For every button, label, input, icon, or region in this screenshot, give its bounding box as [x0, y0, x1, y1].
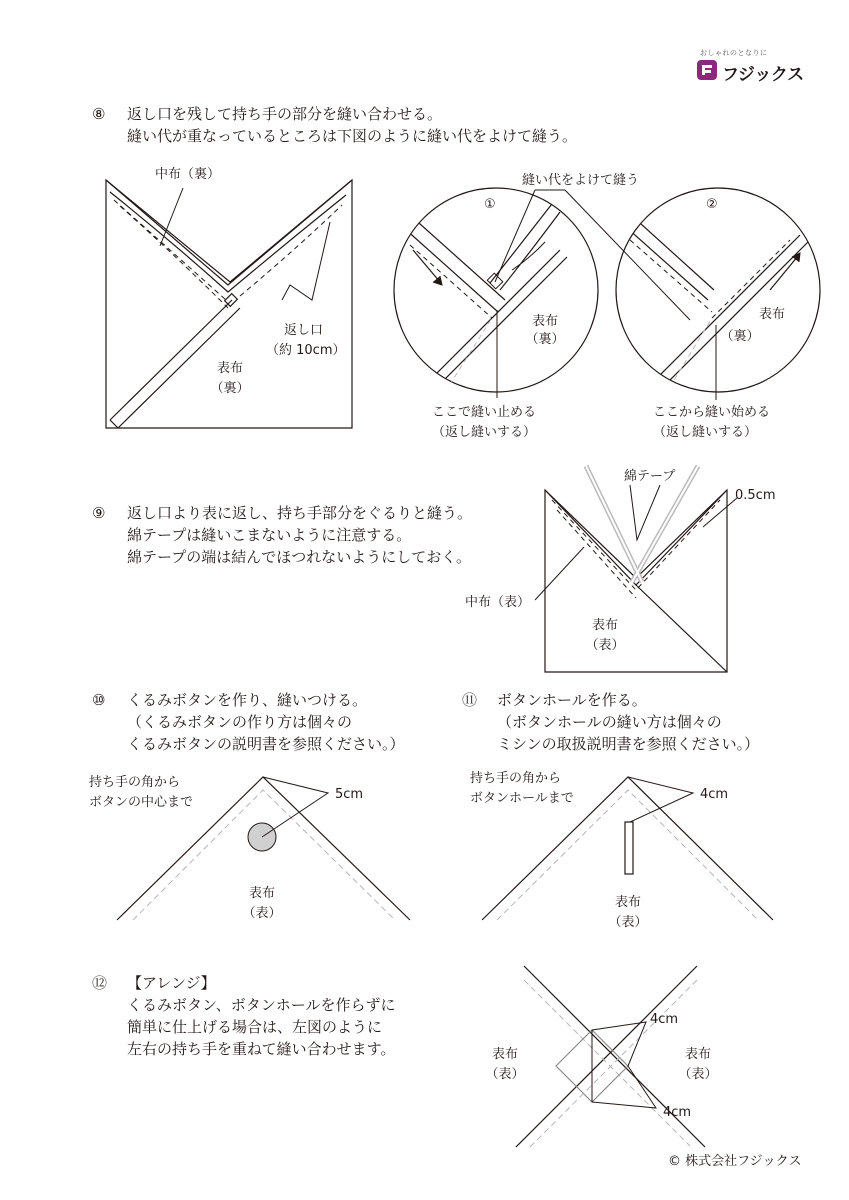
step8-number: ⑧	[92, 105, 106, 123]
circle1-number: ①	[484, 197, 496, 212]
step9-line1: 返し口より表に返し、持ち手部分をぐるりと縫う。	[127, 504, 473, 522]
step12-line3: 簡単に仕上げる場合は、左図のように	[127, 1018, 383, 1036]
step11-label-omote1: 表布	[614, 895, 641, 910]
step12-line2: くるみボタン、ボタンホールを作らずに	[127, 996, 396, 1014]
step8-label-naka: 中布（裏）	[155, 167, 221, 182]
copyright: © 株式会社フジックス	[668, 1154, 802, 1169]
step12-number: ⑫	[92, 974, 108, 992]
step8-label-omote1: 表布	[216, 361, 243, 376]
step8-label-kaeshi-size: （約 10cm）	[266, 343, 346, 358]
step10-line2: （くるみボタンの作り方は個々の	[127, 713, 353, 731]
brand-logo	[696, 48, 816, 85]
logo-tagline: おしゃれのとなりに	[700, 49, 768, 57]
step11-line2: （ボタンホールの縫い方は個々の	[497, 713, 722, 731]
step9-label-margin: 0.5cm	[735, 488, 776, 503]
step10-label-omote1: 表布	[248, 886, 275, 901]
step10-line3: くるみボタンの説明書を参照ください。）	[127, 735, 405, 753]
covered-button	[248, 823, 276, 851]
step11-line3: ミシンの取扱説明書を参照ください。）	[497, 735, 760, 753]
step11-note1: 持ち手の角から	[470, 771, 562, 786]
circle2-caption1: ここから縫い始める	[653, 405, 771, 420]
step11-label-omote2: （表）	[608, 915, 648, 930]
circle2-label1: 表布	[758, 307, 785, 322]
step9-number: ⑨	[92, 504, 106, 522]
circle1-caption1: ここで縫い止める	[432, 405, 537, 420]
step10-note1: 持ち手の角から	[89, 775, 181, 790]
step12-right-label1: 表布	[684, 1047, 711, 1062]
circle2-number: ②	[706, 197, 718, 212]
step8-line1: 返し口を残して持ち手の部分を縫い合わせる。	[127, 105, 443, 123]
step8-line2: 縫い代が重なっているところは下図のように縫い代をよけて縫う。	[127, 127, 578, 145]
step10-line1: くるみボタンを作り、縫いつける。	[127, 691, 368, 709]
step12-line1: 【アレンジ】	[127, 974, 216, 992]
step11-measure: 4cm	[700, 787, 729, 802]
step8-label-kaeshi: 返し口	[284, 323, 324, 338]
step9-label-tape: 綿テープ	[624, 469, 676, 484]
step9-label-naka: 中布（表）	[465, 595, 531, 610]
circle2-label2: （裏）	[720, 329, 760, 344]
circle1-label2: （裏）	[525, 332, 565, 347]
logo-mark-icon	[696, 59, 718, 81]
step10-measure: 5cm	[335, 787, 364, 802]
step8-callout-top: 縫い代をよけて縫う	[522, 173, 640, 188]
step9-label-omote2: （表）	[585, 638, 625, 653]
step10-number: ⑩	[92, 691, 106, 709]
step9-line3: 綿テープの端は結んでほつれないようにしておく。	[127, 548, 471, 566]
step11-number: ⑪	[462, 691, 478, 709]
step11-note2: ボタンホールまで	[470, 791, 574, 806]
step10-note2: ボタンの中心まで	[89, 795, 194, 810]
step12-measure-bottom: 4cm	[663, 1105, 692, 1120]
step10-label-omote2: （表）	[242, 906, 282, 921]
step12-left-label1: 表布	[491, 1047, 518, 1062]
step12-measure-top: 4cm	[650, 1012, 679, 1027]
logo-name: フジックス	[722, 65, 804, 85]
step11-line1: ボタンホールを作る。	[497, 691, 647, 709]
buttonhole	[625, 822, 633, 874]
step12-line4: 左右の持ち手を重ねて縫い合わせます。	[127, 1040, 396, 1058]
step12-left-label2: （表）	[485, 1067, 525, 1082]
circle2-caption2: （返し縫いする）	[653, 425, 758, 440]
step12-right-label2: （表）	[678, 1067, 718, 1082]
step9-label-omote1: 表布	[591, 618, 618, 633]
circle1-caption2: （返し縫いする）	[432, 425, 537, 440]
circle1-label1: 表布	[531, 314, 558, 329]
step8-label-omote2: （裏）	[210, 381, 250, 396]
step9-line2: 綿テープは縫いこまないように注意する。	[127, 526, 412, 544]
